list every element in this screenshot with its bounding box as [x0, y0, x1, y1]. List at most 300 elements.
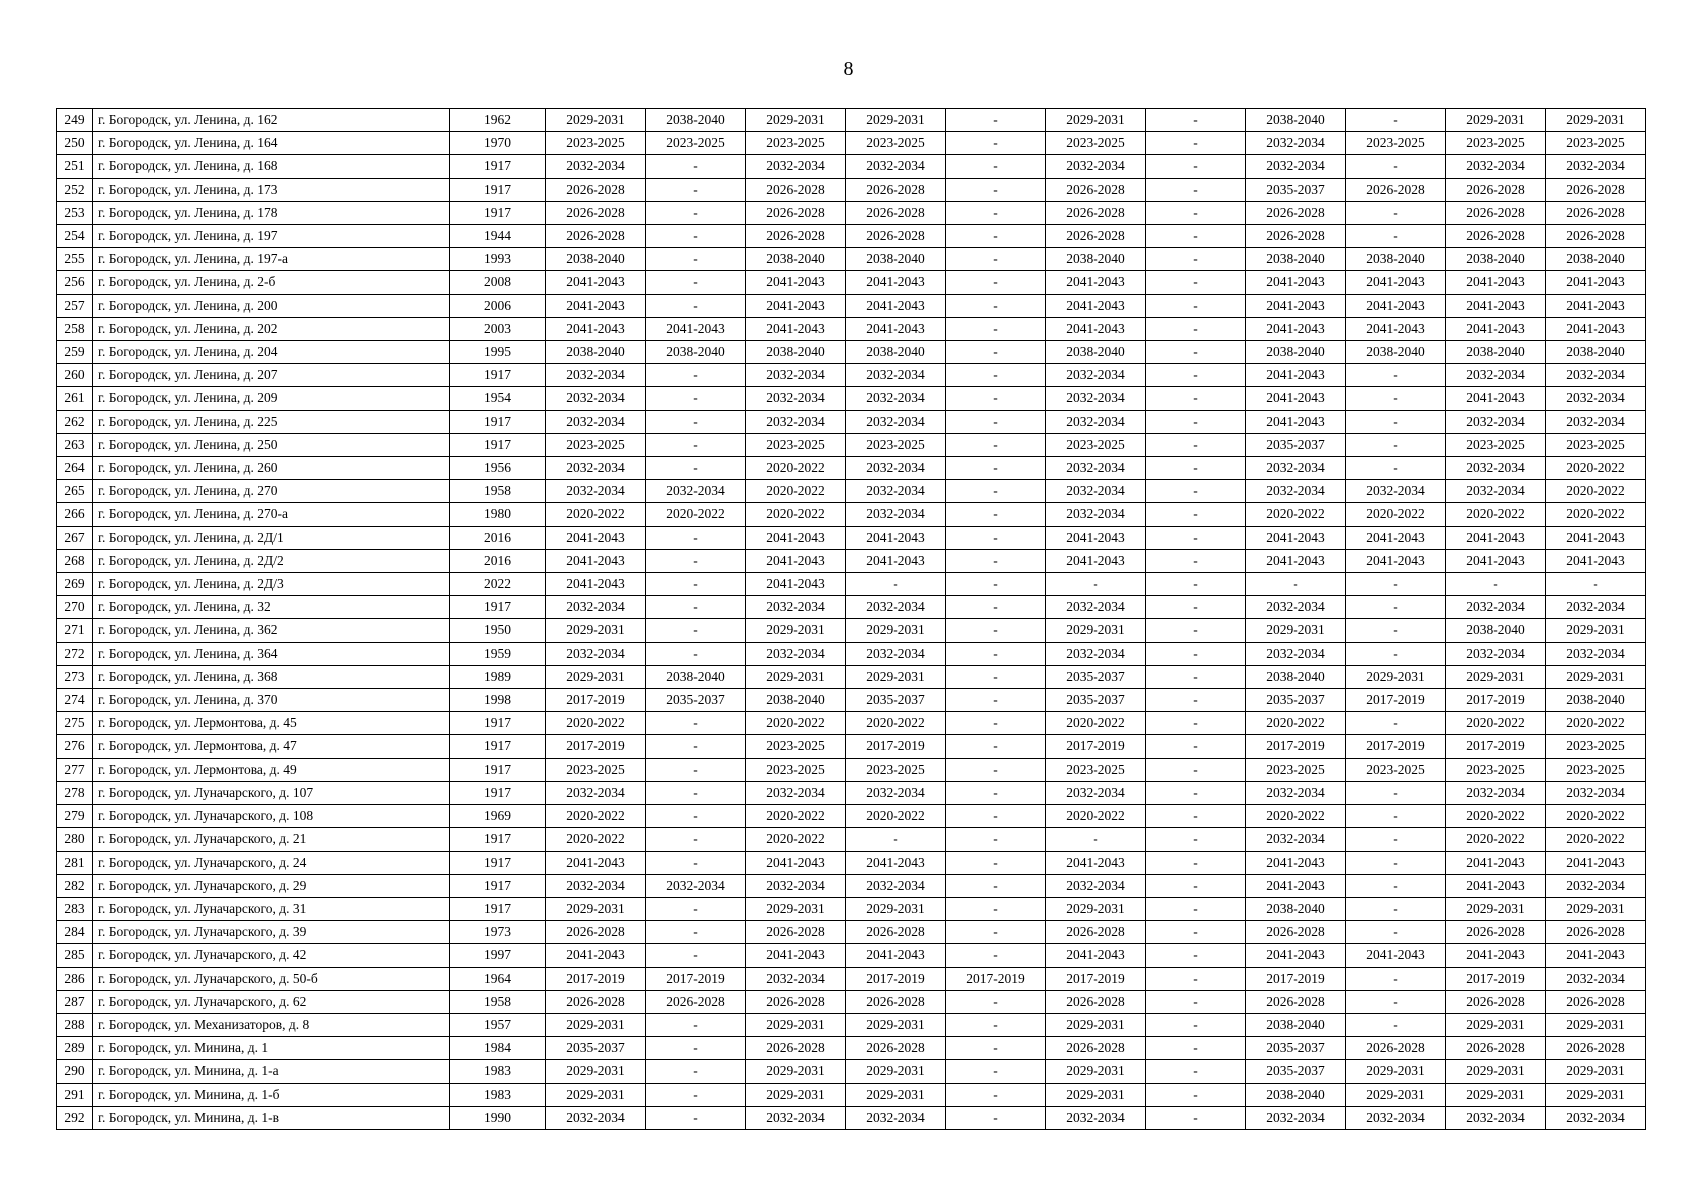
row-number-cell: 265	[57, 480, 93, 503]
period-cell: 2032-2034	[1046, 874, 1146, 897]
table-row	[57, 596, 1646, 619]
period-cell: 2017-2019	[546, 967, 646, 990]
period-cell: 2023-2025	[846, 132, 946, 155]
period-cell: -	[846, 573, 946, 596]
period-cell: 2041-2043	[1546, 944, 1646, 967]
address-cell: г. Богородск, ул. Луначарского, д. 24	[93, 851, 450, 874]
period-cell: -	[946, 410, 1046, 433]
build-year-cell: 1917	[450, 851, 546, 874]
build-year-cell: 1980	[450, 503, 546, 526]
period-cell: 2032-2034	[1246, 480, 1346, 503]
period-cell: 2020-2022	[846, 805, 946, 828]
row-number-cell: 278	[57, 781, 93, 804]
period-cell: -	[946, 480, 1046, 503]
period-cell: 2026-2028	[1046, 178, 1146, 201]
address-cell: г. Богородск, ул. Ленина, д. 178	[93, 201, 450, 224]
period-cell: -	[1046, 573, 1146, 596]
period-cell: 2026-2028	[846, 201, 946, 224]
period-cell: 2032-2034	[846, 1106, 946, 1129]
period-cell: 2029-2031	[1546, 665, 1646, 688]
period-cell: 2017-2019	[546, 689, 646, 712]
period-cell: -	[1146, 967, 1246, 990]
row-number-cell: 291	[57, 1083, 93, 1106]
period-cell: 2026-2028	[846, 1037, 946, 1060]
period-cell: -	[846, 828, 946, 851]
period-cell: 2035-2037	[846, 689, 946, 712]
table-row	[57, 921, 1646, 944]
period-cell: 2029-2031	[1046, 619, 1146, 642]
period-cell: 2029-2031	[1346, 665, 1446, 688]
period-cell: 2026-2028	[746, 990, 846, 1013]
period-cell: -	[946, 851, 1046, 874]
period-cell: 2023-2025	[546, 433, 646, 456]
period-cell: 2032-2034	[546, 457, 646, 480]
period-cell: -	[1346, 642, 1446, 665]
period-cell: 2041-2043	[746, 526, 846, 549]
period-cell: 2032-2034	[846, 410, 946, 433]
period-cell: -	[646, 781, 746, 804]
build-year-cell: 1917	[450, 155, 546, 178]
table-row	[57, 364, 1646, 387]
period-cell: 2023-2025	[746, 132, 846, 155]
period-cell: 2023-2025	[1046, 758, 1146, 781]
period-cell: -	[646, 642, 746, 665]
period-cell: -	[646, 433, 746, 456]
period-cell: 2032-2034	[746, 874, 846, 897]
period-cell: -	[1346, 851, 1446, 874]
period-cell: 2032-2034	[1346, 1106, 1446, 1129]
period-cell: 2017-2019	[1346, 689, 1446, 712]
build-year-cell: 1990	[450, 1106, 546, 1129]
period-cell: 2041-2043	[1346, 549, 1446, 572]
build-year-cell: 2003	[450, 317, 546, 340]
build-year-cell: 1984	[450, 1037, 546, 1060]
period-cell: -	[1346, 457, 1446, 480]
period-cell: 2032-2034	[1546, 1106, 1646, 1129]
period-cell: -	[946, 805, 1046, 828]
period-cell: 2041-2043	[546, 271, 646, 294]
period-cell: 2023-2025	[1546, 433, 1646, 456]
period-cell: 2041-2043	[1546, 526, 1646, 549]
period-cell: 2032-2034	[1546, 410, 1646, 433]
period-cell: -	[1346, 897, 1446, 920]
row-number-cell: 273	[57, 665, 93, 688]
period-cell: -	[1146, 271, 1246, 294]
period-cell: 2041-2043	[1346, 294, 1446, 317]
period-cell: 2032-2034	[1046, 387, 1146, 410]
period-cell: 2026-2028	[746, 1037, 846, 1060]
period-cell: 2041-2043	[1246, 317, 1346, 340]
period-cell: 2032-2034	[546, 596, 646, 619]
period-cell: 2020-2022	[1446, 828, 1546, 851]
period-cell: -	[646, 897, 746, 920]
period-cell: -	[946, 294, 1046, 317]
address-cell: г. Богородск, ул. Ленина, д. 364	[93, 642, 450, 665]
period-cell: 2026-2028	[1346, 178, 1446, 201]
period-cell: 2035-2037	[1046, 665, 1146, 688]
period-cell: 2032-2034	[1446, 480, 1546, 503]
period-cell: 2041-2043	[646, 317, 746, 340]
period-cell: -	[1146, 364, 1246, 387]
period-cell: 2038-2040	[846, 341, 946, 364]
build-year-cell: 1995	[450, 341, 546, 364]
period-cell: 2032-2034	[1346, 480, 1446, 503]
table-row	[57, 1037, 1646, 1060]
period-cell: 2032-2034	[546, 874, 646, 897]
period-cell: 2029-2031	[1346, 1083, 1446, 1106]
period-cell: 2038-2040	[1046, 248, 1146, 271]
period-cell: -	[946, 457, 1046, 480]
build-year-cell: 1917	[450, 410, 546, 433]
period-cell: -	[646, 271, 746, 294]
build-year-cell: 1917	[450, 596, 546, 619]
address-cell: г. Богородск, ул. Ленина, д. 225	[93, 410, 450, 433]
period-cell: 2017-2019	[846, 735, 946, 758]
period-cell: 2032-2034	[846, 874, 946, 897]
period-cell: 2038-2040	[1546, 341, 1646, 364]
period-cell: 2038-2040	[646, 341, 746, 364]
period-cell: 2032-2034	[1046, 1106, 1146, 1129]
table-row	[57, 132, 1646, 155]
row-number-cell: 287	[57, 990, 93, 1013]
table-row	[57, 410, 1646, 433]
period-cell: 2041-2043	[1246, 410, 1346, 433]
period-cell: -	[1146, 781, 1246, 804]
row-number-cell: 271	[57, 619, 93, 642]
period-cell: -	[1346, 410, 1446, 433]
period-cell: 2038-2040	[1346, 341, 1446, 364]
period-cell: 2035-2037	[1246, 433, 1346, 456]
period-cell: -	[646, 410, 746, 433]
build-year-cell: 1957	[450, 1013, 546, 1036]
period-cell: -	[1346, 805, 1446, 828]
table-row	[57, 549, 1646, 572]
period-cell: 2026-2028	[1246, 201, 1346, 224]
period-cell: -	[1346, 990, 1446, 1013]
period-cell: 2032-2034	[746, 781, 846, 804]
period-cell: -	[1146, 805, 1246, 828]
table-row	[57, 735, 1646, 758]
period-cell: 2017-2019	[1046, 967, 1146, 990]
build-year-cell: 1983	[450, 1083, 546, 1106]
period-cell: -	[1146, 619, 1246, 642]
period-cell: -	[1246, 573, 1346, 596]
period-cell: -	[1346, 874, 1446, 897]
row-number-cell: 283	[57, 897, 93, 920]
address-cell: г. Богородск, ул. Луначарского, д. 107	[93, 781, 450, 804]
period-cell: -	[1146, 503, 1246, 526]
period-cell: -	[1146, 712, 1246, 735]
period-cell: 2035-2037	[546, 1037, 646, 1060]
period-cell: -	[1146, 225, 1246, 248]
period-cell: 2041-2043	[1546, 294, 1646, 317]
period-cell: 2020-2022	[746, 480, 846, 503]
period-cell: 2026-2028	[1546, 225, 1646, 248]
period-cell: -	[1346, 155, 1446, 178]
address-cell: г. Богородск, ул. Ленина, д. 197-а	[93, 248, 450, 271]
address-cell: г. Богородск, ул. Ленина, д. 370	[93, 689, 450, 712]
period-cell: 2029-2031	[546, 897, 646, 920]
table-row	[57, 944, 1646, 967]
address-cell: г. Богородск, ул. Луначарского, д. 29	[93, 874, 450, 897]
period-cell: -	[646, 294, 746, 317]
period-cell: -	[646, 758, 746, 781]
period-cell: 2020-2022	[846, 712, 946, 735]
period-cell: 2026-2028	[1046, 1037, 1146, 1060]
period-cell: -	[946, 317, 1046, 340]
period-cell: 2029-2031	[1446, 1060, 1546, 1083]
period-cell: 2020-2022	[746, 712, 846, 735]
period-cell: 2020-2022	[1046, 712, 1146, 735]
period-cell: -	[1346, 619, 1446, 642]
table-row	[57, 480, 1646, 503]
period-cell: 2017-2019	[1046, 735, 1146, 758]
period-cell: 2026-2028	[746, 225, 846, 248]
period-cell: 2029-2031	[1046, 109, 1146, 132]
address-cell: г. Богородск, ул. Ленина, д. 270	[93, 480, 450, 503]
period-cell: 2029-2031	[746, 897, 846, 920]
table-row	[57, 248, 1646, 271]
period-cell: 2023-2025	[746, 758, 846, 781]
period-cell: 2041-2043	[746, 573, 846, 596]
address-cell: г. Богородск, ул. Ленина, д. 270-а	[93, 503, 450, 526]
row-number-cell: 270	[57, 596, 93, 619]
period-cell: -	[1146, 410, 1246, 433]
period-cell: -	[646, 1106, 746, 1129]
period-cell: 2026-2028	[846, 225, 946, 248]
build-year-cell: 1962	[450, 109, 546, 132]
period-cell: 2032-2034	[846, 387, 946, 410]
table-row	[57, 781, 1646, 804]
period-cell: 2017-2019	[946, 967, 1046, 990]
period-cell: 2020-2022	[746, 457, 846, 480]
period-cell: 2029-2031	[546, 109, 646, 132]
period-cell: 2029-2031	[1546, 109, 1646, 132]
row-number-cell: 292	[57, 1106, 93, 1129]
period-cell: 2041-2043	[846, 317, 946, 340]
period-cell: -	[646, 526, 746, 549]
period-cell: 2041-2043	[1346, 317, 1446, 340]
build-year-cell: 1950	[450, 619, 546, 642]
period-cell: 2029-2031	[1046, 1060, 1146, 1083]
row-number-cell: 288	[57, 1013, 93, 1036]
period-cell: -	[646, 1060, 746, 1083]
period-cell: -	[946, 781, 1046, 804]
build-year-cell: 1956	[450, 457, 546, 480]
build-year-cell: 1983	[450, 1060, 546, 1083]
address-cell: г. Богородск, ул. Минина, д. 1-в	[93, 1106, 450, 1129]
period-cell: 2020-2022	[1546, 805, 1646, 828]
period-cell: -	[1346, 201, 1446, 224]
period-cell: 2038-2040	[746, 341, 846, 364]
build-year-cell: 1964	[450, 967, 546, 990]
row-number-cell: 272	[57, 642, 93, 665]
period-cell: 2032-2034	[1446, 642, 1546, 665]
period-cell: 2020-2022	[1046, 805, 1146, 828]
period-cell: -	[1146, 828, 1246, 851]
period-cell: 2029-2031	[1546, 1083, 1646, 1106]
build-year-cell: 2008	[450, 271, 546, 294]
period-cell: -	[646, 457, 746, 480]
period-cell: -	[946, 387, 1046, 410]
period-cell: 2041-2043	[1546, 549, 1646, 572]
period-cell: -	[1146, 248, 1246, 271]
period-cell: 2026-2028	[746, 921, 846, 944]
period-cell: 2038-2040	[646, 665, 746, 688]
period-cell: -	[946, 1106, 1046, 1129]
period-cell: 2041-2043	[1446, 874, 1546, 897]
period-cell: 2041-2043	[1246, 549, 1346, 572]
address-cell: г. Богородск, ул. Ленина, д. 250	[93, 433, 450, 456]
period-cell: 2020-2022	[1446, 503, 1546, 526]
period-cell: 2023-2025	[646, 132, 746, 155]
address-cell: г. Богородск, ул. Ленина, д. 173	[93, 178, 450, 201]
table-row	[57, 874, 1646, 897]
period-cell: -	[946, 503, 1046, 526]
build-year-cell: 1989	[450, 665, 546, 688]
period-cell: 2038-2040	[1246, 109, 1346, 132]
row-number-cell: 286	[57, 967, 93, 990]
build-year-cell: 1954	[450, 387, 546, 410]
period-cell: -	[946, 689, 1046, 712]
period-cell: 2032-2034	[546, 781, 646, 804]
period-cell: 2020-2022	[1446, 805, 1546, 828]
row-number-cell: 260	[57, 364, 93, 387]
period-cell: 2032-2034	[846, 596, 946, 619]
period-cell: 2038-2040	[1246, 897, 1346, 920]
period-cell: 2041-2043	[1546, 851, 1646, 874]
period-cell: 2023-2025	[1446, 433, 1546, 456]
row-number-cell: 263	[57, 433, 93, 456]
period-cell: -	[1146, 526, 1246, 549]
period-cell: -	[946, 132, 1046, 155]
period-cell: 2032-2034	[746, 387, 846, 410]
build-year-cell: 1917	[450, 758, 546, 781]
address-cell: г. Богородск, ул. Минина, д. 1	[93, 1037, 450, 1060]
period-cell: 2017-2019	[1346, 735, 1446, 758]
address-cell: г. Богородск, ул. Лермонтова, д. 49	[93, 758, 450, 781]
table-row	[57, 1013, 1646, 1036]
period-cell: 2035-2037	[1046, 689, 1146, 712]
period-cell: -	[1346, 225, 1446, 248]
period-cell: 2017-2019	[846, 967, 946, 990]
period-cell: 2041-2043	[746, 851, 846, 874]
period-cell: 2029-2031	[546, 1083, 646, 1106]
table-row	[57, 665, 1646, 688]
period-cell: 2029-2031	[846, 1013, 946, 1036]
period-cell: 2026-2028	[846, 178, 946, 201]
table-row	[57, 1060, 1646, 1083]
period-cell: 2020-2022	[1546, 828, 1646, 851]
period-cell: -	[946, 225, 1046, 248]
row-number-cell: 261	[57, 387, 93, 410]
period-cell: 2038-2040	[1446, 341, 1546, 364]
period-cell: -	[646, 155, 746, 178]
build-year-cell: 1917	[450, 712, 546, 735]
period-cell: 2038-2040	[546, 248, 646, 271]
address-cell: г. Богородск, ул. Ленина, д. 2-б	[93, 271, 450, 294]
table-row	[57, 294, 1646, 317]
address-cell: г. Богородск, ул. Ленина, д. 2Д/3	[93, 573, 450, 596]
period-cell: 2041-2043	[1446, 944, 1546, 967]
period-cell: 2032-2034	[1046, 642, 1146, 665]
period-cell: 2026-2028	[746, 201, 846, 224]
build-year-cell: 1917	[450, 364, 546, 387]
period-cell: 2020-2022	[1346, 503, 1446, 526]
build-year-cell: 1917	[450, 828, 546, 851]
period-cell: 2032-2034	[1046, 781, 1146, 804]
row-number-cell: 255	[57, 248, 93, 271]
period-cell: -	[1146, 294, 1246, 317]
period-cell: -	[1546, 573, 1646, 596]
row-number-cell: 276	[57, 735, 93, 758]
build-year-cell: 2016	[450, 549, 546, 572]
table-row	[57, 758, 1646, 781]
row-number-cell: 251	[57, 155, 93, 178]
period-cell: -	[1146, 1037, 1246, 1060]
period-cell: 2041-2043	[846, 294, 946, 317]
period-cell: 2032-2034	[1046, 596, 1146, 619]
period-cell: 2026-2028	[546, 178, 646, 201]
row-number-cell: 280	[57, 828, 93, 851]
period-cell: 2026-2028	[1246, 990, 1346, 1013]
period-cell: -	[1346, 921, 1446, 944]
build-year-cell: 2022	[450, 573, 546, 596]
period-cell: 2026-2028	[1046, 921, 1146, 944]
period-cell: 2041-2043	[1446, 387, 1546, 410]
period-cell: -	[646, 387, 746, 410]
period-cell: 2029-2031	[1346, 1060, 1446, 1083]
period-cell: 2026-2028	[1446, 178, 1546, 201]
period-cell: -	[946, 944, 1046, 967]
address-cell: г. Богородск, ул. Ленина, д. 168	[93, 155, 450, 178]
period-cell: 2032-2034	[1446, 781, 1546, 804]
period-cell: 2032-2034	[546, 364, 646, 387]
row-number-cell: 274	[57, 689, 93, 712]
table-row	[57, 109, 1646, 132]
period-cell: -	[1146, 1083, 1246, 1106]
period-cell: 2032-2034	[1246, 457, 1346, 480]
period-cell: -	[1146, 596, 1246, 619]
period-cell: -	[1146, 549, 1246, 572]
period-cell: 2032-2034	[1046, 155, 1146, 178]
period-cell: 2026-2028	[546, 201, 646, 224]
period-cell: 2041-2043	[1246, 294, 1346, 317]
period-cell: -	[1146, 758, 1246, 781]
address-cell: г. Богородск, ул. Ленина, д. 362	[93, 619, 450, 642]
period-cell: 2041-2043	[746, 317, 846, 340]
period-cell: 2032-2034	[846, 781, 946, 804]
period-cell: 2026-2028	[546, 921, 646, 944]
address-cell: г. Богородск, ул. Ленина, д. 204	[93, 341, 450, 364]
period-cell: 2032-2034	[1546, 967, 1646, 990]
row-number-cell: 282	[57, 874, 93, 897]
period-cell: 2029-2031	[546, 665, 646, 688]
build-year-cell: 1917	[450, 781, 546, 804]
period-cell: -	[1146, 990, 1246, 1013]
period-cell: 2038-2040	[1046, 341, 1146, 364]
row-number-cell: 252	[57, 178, 93, 201]
period-cell: 2026-2028	[646, 990, 746, 1013]
period-cell: 2035-2037	[646, 689, 746, 712]
address-cell: г. Богородск, ул. Лермонтова, д. 47	[93, 735, 450, 758]
address-cell: г. Богородск, ул. Ленина, д. 368	[93, 665, 450, 688]
period-cell: 2038-2040	[1546, 689, 1646, 712]
period-cell: 2029-2031	[846, 897, 946, 920]
period-cell: 2020-2022	[646, 503, 746, 526]
period-cell: 2041-2043	[546, 549, 646, 572]
row-number-cell: 266	[57, 503, 93, 526]
